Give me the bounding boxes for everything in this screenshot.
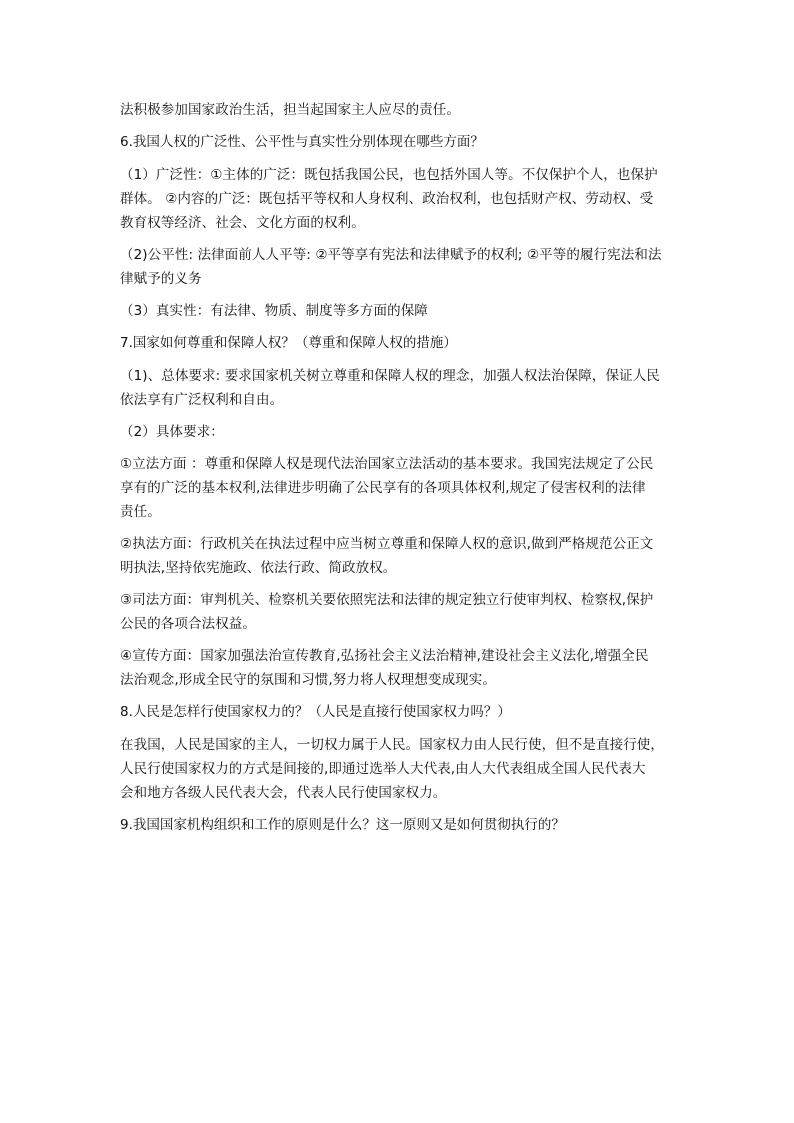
question-heading: 6.我国人权的广泛性、公平性与真实性分别体现在哪些方面？ (120, 134, 484, 150)
paragraph (120, 243, 680, 291)
paragraph (120, 98, 680, 122)
text-line: 群体。 ②内容的广泛：既包括平等权和人身权利、政治权利，也包括财产权、劳动权、受 (120, 191, 654, 207)
text-line: 法积极参加国家政治生活，担当起国家主人应尽的责任。 (120, 102, 460, 118)
text-line: 依法享有广泛权利和自由。 (120, 392, 284, 408)
text-line: 明执法,坚持依宪施政、依法行政、简政放权。 (120, 560, 397, 576)
paragraph (120, 532, 680, 580)
text-line: 公民的各项合法权益。 (120, 616, 256, 632)
paragraph (120, 299, 680, 323)
text-line: 人民行使国家权力的方式是间接的,即通过选举人大代表,由人大代表组成全国人民代表大 (120, 761, 646, 777)
text-line: ①立法方面 ：尊重和保障人权是现代法治国家立法活动的基本要求。我国宪法规定了公民 (120, 456, 654, 472)
text-line: （2）具体要求： (120, 424, 224, 440)
question-heading: 7.国家如何尊重和保障人权？（尊重和保障人权的措施） (120, 335, 457, 351)
text-line: 责任。 (120, 504, 161, 520)
text-line: 在我国，人民是国家的主人，一切权力属于人民。国家权力由人民行使，但不是直接行使， (120, 737, 664, 753)
text-line: ③司法方面：审判机关、检察机关要依照宪法和法律的规定独立行使审判权、检察权,保护 (120, 592, 654, 608)
text-line: ④宣传方面：国家加强法治宣传教育,弘扬社会主义法治精神,建设社会主义法化,增强全民 (120, 648, 649, 664)
text-line: 会和地方各级人民代表大会，代表人民行使国家权力。 (120, 785, 447, 801)
text-line: （1)、总体要求: 要求国家机关树立尊重和保障人权的理念，加强人权法治保障，保证人民 (120, 368, 660, 384)
paragraph (120, 644, 680, 692)
text-line: ②执法方面：行政机关在执法过程中应当树立尊重和保障人权的意识,做到严格规范公正文 (120, 536, 654, 552)
paragraph (120, 163, 680, 235)
text-line: 享有的广泛的基本权利,法律进步明确了公民享有的各项具体权利,规定了侵害权利的法律 (120, 480, 646, 496)
text-line: 律赋予的义务 (120, 271, 202, 287)
paragraph (120, 364, 680, 412)
question-heading: 9.我国国家机构组织和工作的原则是什么？这一原则又是如何贯彻执行的？ (120, 817, 565, 833)
paragraph (120, 420, 680, 444)
paragraph (120, 452, 680, 524)
text-line: （2)公平性: 法律面前人人平等: ②平等享有宪法和法律赋予的权利; ②平等的履行宪法和法 (120, 247, 662, 263)
document-body (120, 98, 680, 846)
question-heading: 8.人民是怎样行使国家权力的？（人民是直接行使国家权力吗？） (120, 704, 511, 720)
text-line: 教育权等经济、社会、文化方面的权利。 (120, 215, 365, 231)
text-line: （1）广泛性：①主体的广泛：既包括我国公民，也包括外国人等。不仅保护个人，也保护 (120, 167, 658, 183)
paragraph (120, 733, 680, 805)
text-line: 法治观念,形成全民守的氛围和习惯,努力将人权理想变成现实。 (120, 672, 496, 688)
paragraph (120, 588, 680, 636)
text-line: （3）真实性：有法律、物质、制度等多方面的保障 (120, 303, 428, 319)
